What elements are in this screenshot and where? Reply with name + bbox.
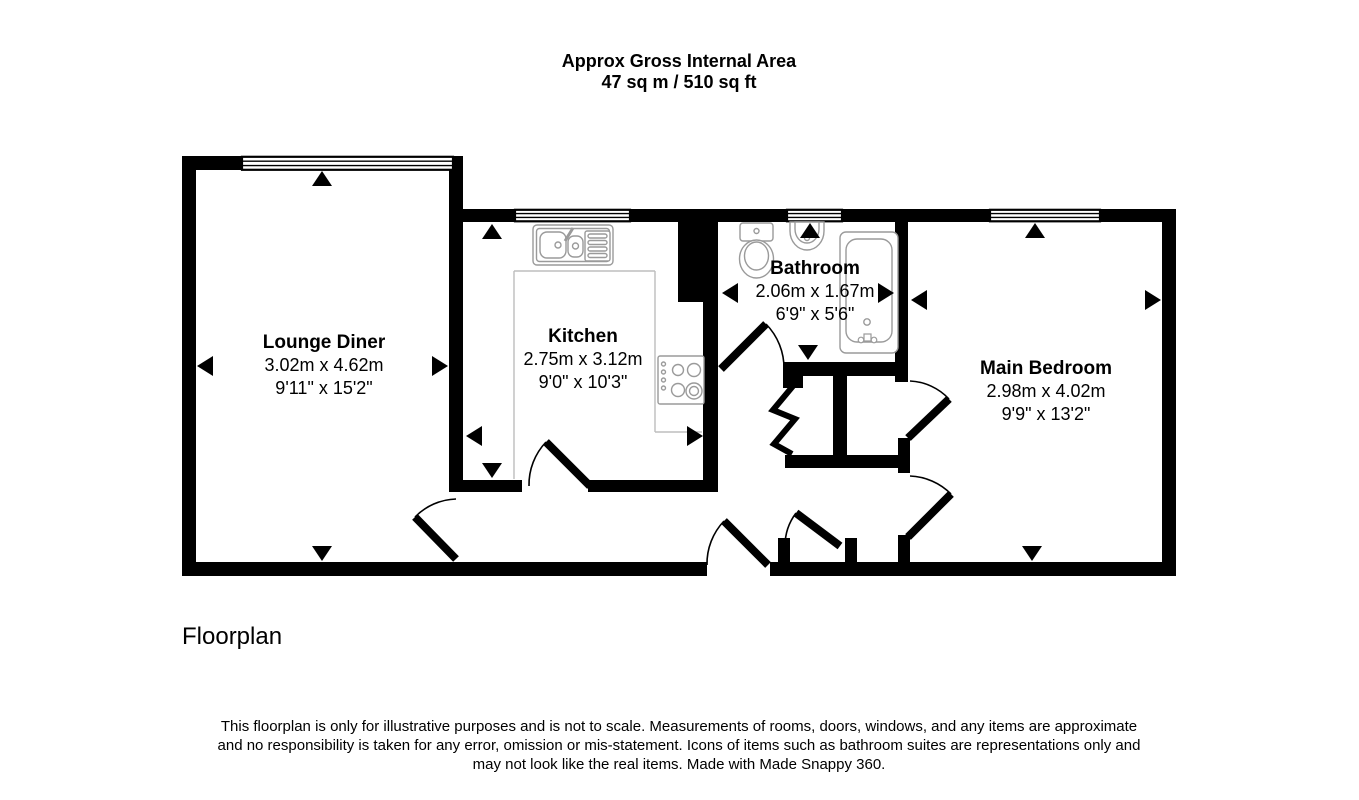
wall-bedroom-left-c (898, 535, 910, 576)
plan-title (562, 51, 796, 92)
arrow-down-icon (482, 463, 502, 478)
room-metric-dimensions: 3.02m x 4.62m (264, 355, 384, 375)
room-name: Lounge Diner (262, 332, 386, 353)
room-label-lounge-diner (263, 331, 385, 400)
arrow-up-icon (1025, 223, 1045, 238)
room-imperial-dimensions: 6'9" x 5'6" (775, 304, 855, 324)
wall-kitchen-bottom-b (588, 480, 718, 492)
wall-bedroom-right (1162, 209, 1176, 576)
disclaimer-line-3: may not look like the real items. Made with Made Snappy 360. (472, 756, 886, 774)
door-bedroom (908, 476, 951, 537)
arrow-right-icon (1145, 290, 1161, 310)
room-metric-dimensions: 2.98m x 4.02m (986, 381, 1106, 401)
arrow-down-icon (1022, 546, 1042, 561)
arrow-up-icon (482, 224, 502, 239)
door-bifold (773, 386, 795, 454)
room-name: Main Bedroom (980, 358, 1112, 379)
door-bathroom (721, 324, 784, 369)
sink-icon (533, 225, 613, 265)
wall-bottom-left (182, 562, 707, 576)
wall-cupboard-bottom (785, 455, 910, 468)
wall-bathroom-bottom (783, 362, 908, 376)
title-line-2: 47 sq m / 510 sq ft (601, 71, 757, 92)
door-cupboard-bedroom (908, 381, 949, 438)
door-closet (785, 513, 840, 546)
disclaimer-text (109, 717, 1249, 775)
arrow-left-icon (466, 426, 482, 446)
hob-icon (658, 356, 704, 404)
arrow-down-icon (798, 345, 818, 360)
wall-kitchen-right (703, 296, 718, 492)
disclaimer-line-2: and no responsibility is taken for any error, omission or mis-statement. Icons of items such as bathroom suites are representations only and (217, 737, 1141, 755)
room-name: Kitchen (548, 326, 618, 347)
floorplan-caption: Floorplan (182, 623, 283, 650)
arrow-left-icon (197, 356, 213, 376)
room-metric-dimensions: 2.75m x 3.12m (523, 349, 643, 369)
wall-cupboard-divider (833, 376, 847, 468)
room-label-bathroom (755, 257, 874, 326)
title-line-1: Approx Gross Internal Area (561, 51, 797, 71)
disclaimer-line-1: This floorplan is only for illustrative purposes and is not to scale. Measurements of rooms, doors, windows, and any items are approximate (220, 718, 1138, 735)
room-imperial-dimensions: 9'0" x 10'3" (538, 372, 628, 392)
door-entrance (707, 521, 768, 565)
window-lounge (242, 157, 453, 170)
arrow-up-icon (312, 171, 332, 186)
window-bathroom (787, 210, 842, 222)
wall-pillar (678, 222, 718, 302)
arrow-left-icon (911, 290, 927, 310)
wall-lounge-left (182, 156, 196, 576)
arrow-right-icon (687, 426, 703, 446)
window-bedroom (990, 210, 1100, 222)
room-imperial-dimensions: 9'11" x 15'2" (275, 378, 373, 398)
arrow-left-icon (722, 283, 738, 303)
wall-kitchen-bottom-a (452, 480, 522, 492)
room-metric-dimensions: 2.06m x 1.67m (755, 281, 875, 301)
wall-bottom-right (770, 562, 1176, 576)
wall-closet-stub-b (845, 538, 857, 564)
arrow-down-icon (312, 546, 332, 561)
wall-bedroom-left-b (898, 438, 910, 473)
room-imperial-dimensions: 9'9" x 13'2" (1001, 404, 1091, 424)
window-kitchen (515, 210, 630, 222)
door-lounge (415, 499, 456, 559)
room-name: Bathroom (770, 258, 860, 279)
wall-lounge-right (449, 156, 463, 492)
arrow-right-icon (432, 356, 448, 376)
room-label-main-bedroom (980, 357, 1112, 426)
wall-closet-stub-a (778, 538, 790, 564)
door-kitchen (529, 442, 590, 486)
room-label-kitchen (523, 325, 642, 394)
